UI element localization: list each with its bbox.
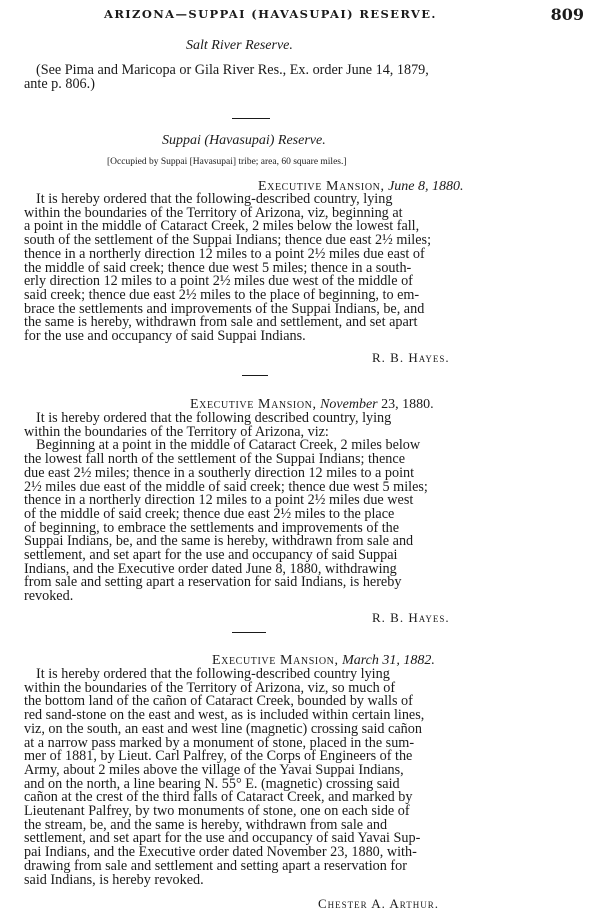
title-part: Suppai ( xyxy=(162,133,210,148)
text-line: the middle of said creek; thence due west 5 miles; thence in a south- xyxy=(24,259,412,276)
text-line: the bottom land of the cañon of Cataract Creek, bounded by walls of xyxy=(24,693,413,710)
text-line: 2½ miles due east of the middle of said creek; thence due west 5 miles; xyxy=(24,478,428,495)
text-line: settlement, and set apart for the use and occupancy of said Yavai Sup- xyxy=(24,830,421,847)
text-line: within the boundaries of the Territory of Arizona, viz: xyxy=(24,423,329,440)
running-head: ARIZONA—SUPPAI (HAVASUPAI) RESERVE. xyxy=(104,7,437,21)
order3-signature: Chester A. Arthur. xyxy=(318,896,439,911)
suppai-title xyxy=(162,133,326,149)
text-line: due east 2½ miles; thence in a southerly direction 12 miles to a point xyxy=(24,464,415,481)
text-line: Indians, and the Executive order dated June 8, 1880, withdrawing xyxy=(24,560,397,577)
text-line: pai Indians, and the Executive order dated November 23, 1880, with- xyxy=(24,844,417,861)
text-line: Suppai Indians, be, and the same is hereby, withdrawn from sale and xyxy=(24,533,414,550)
text-line: revoked. xyxy=(24,588,74,605)
text-line: brace the settlements and improvements of the Suppai Indians, be, and xyxy=(24,300,425,317)
heading-place: Executive Mansion, xyxy=(212,653,339,668)
text-line: red sand-stone on the east and west, as is included within certain lines, xyxy=(24,707,425,724)
text-line: Beginning at a point in the middle of Cataract Creek, 2 miles below xyxy=(36,437,421,454)
text-line: of the middle of said creek; thence due east 2½ miles to the place xyxy=(24,505,395,522)
text-line: settlement, and set apart for the use and occupancy of said Suppai xyxy=(24,547,398,564)
text-line: said Indians, is hereby revoked. xyxy=(24,871,204,888)
text-line: cañon at the crest of the third falls of Cataract Creek, and marked by xyxy=(24,789,413,806)
text-line: viz, on the south, an east and west line (magnetic) crossing said cañon xyxy=(24,720,422,737)
heading-place: Executive Mansion, xyxy=(190,397,317,412)
heading-date: March 31, 1882. xyxy=(342,653,435,668)
title-part: ) Reserve. xyxy=(269,133,326,148)
occupancy-note: [Occupied by Suppai [Havasupai] tribe; area, 60 square miles.] xyxy=(107,157,347,167)
text-line: a point in the middle of Cataract Creek, 2 miles below the lowest fall, xyxy=(24,218,420,235)
order1-text xyxy=(24,193,576,344)
text-line: the same is hereby, withdrawn from sale and settlement, and set apart xyxy=(24,314,418,331)
page-number: 809 xyxy=(550,5,584,24)
text-line: Lieutenant Palfrey, by two monuments of stone, one on each side of xyxy=(24,803,410,820)
order2-text xyxy=(24,412,576,604)
text-line: of beginning, to embrace the settlements and improvements of the xyxy=(24,519,400,536)
order3-text xyxy=(24,668,576,887)
text-line: It is hereby ordered that the following-described country lying xyxy=(36,666,390,682)
text-line: from sale and setting apart a reservation for said Indians, is hereby xyxy=(24,574,402,591)
section-divider xyxy=(232,632,266,633)
text-line: thence in a northerly direction 12 miles to a point 2½ miles due east of xyxy=(24,245,425,262)
text-line: mer of 1881, by Lieut. Carl Palfrey, of the Corps of Engineers of the xyxy=(24,748,413,765)
order1-signature: R. B. Hayes. xyxy=(372,350,450,365)
heading-month: November xyxy=(320,397,378,412)
text-line: Army, about 2 miles above the village of the Yavai Suppai Indians, xyxy=(24,761,404,778)
text-line: for the use and occupancy of said Suppai Indians. xyxy=(24,328,306,345)
text-line: and on the north, a line bearing N. 55° E. (magnetic) crossing said xyxy=(24,775,400,792)
text-line: drawing from sale and settlement and setting apart a reservation for xyxy=(24,857,407,874)
heading-place: Executive Mansion, xyxy=(258,179,385,194)
text-line: within the boundaries of the Territory of Arizona, viz, so much of xyxy=(24,679,396,696)
heading-date: June 8, 1880. xyxy=(388,179,464,194)
text-line: It is hereby ordered that the following-described country, lying xyxy=(36,191,393,207)
heading-date: 23, 1880. xyxy=(381,397,434,412)
text-line: erly direction 12 miles to a point 2½ miles due west of the middle of xyxy=(24,273,413,290)
text-line: the lowest fall north of the settlement of the Suppai Indians; thence xyxy=(24,451,405,468)
text-line: (See Pima and Maricopa or Gila River Res., Ex. order June 14, 1879, xyxy=(36,62,429,78)
text-line: the stream, be, and the same is hereby, withdrawn from sale and xyxy=(24,816,388,833)
title-part: Havasupai xyxy=(209,133,270,148)
salt-river-title: Salt River Reserve. xyxy=(186,38,293,53)
text-line: It is hereby ordered that the following described country, lying xyxy=(36,410,392,426)
salt-river-reference xyxy=(24,64,576,91)
text-line: said creek; thence due east 2½ miles to the place of beginning, to em- xyxy=(24,286,420,303)
text-line: ante p. 806.) xyxy=(24,75,95,92)
text-line: south of the settlement of the Suppai Indians; thence due east 2½ miles; xyxy=(24,232,432,249)
order2-signature: R. B. Hayes. xyxy=(372,610,450,625)
text-line: at a narrow pass marked by a monument of stone, placed in the sum- xyxy=(24,734,415,751)
text-line: within the boundaries of the Territory of Arizona, viz, beginning at xyxy=(24,204,403,221)
text-line: thence in a northerly direction 12 miles to a point 2½ miles due west xyxy=(24,492,414,509)
section-divider xyxy=(232,118,270,119)
section-divider xyxy=(242,375,268,376)
